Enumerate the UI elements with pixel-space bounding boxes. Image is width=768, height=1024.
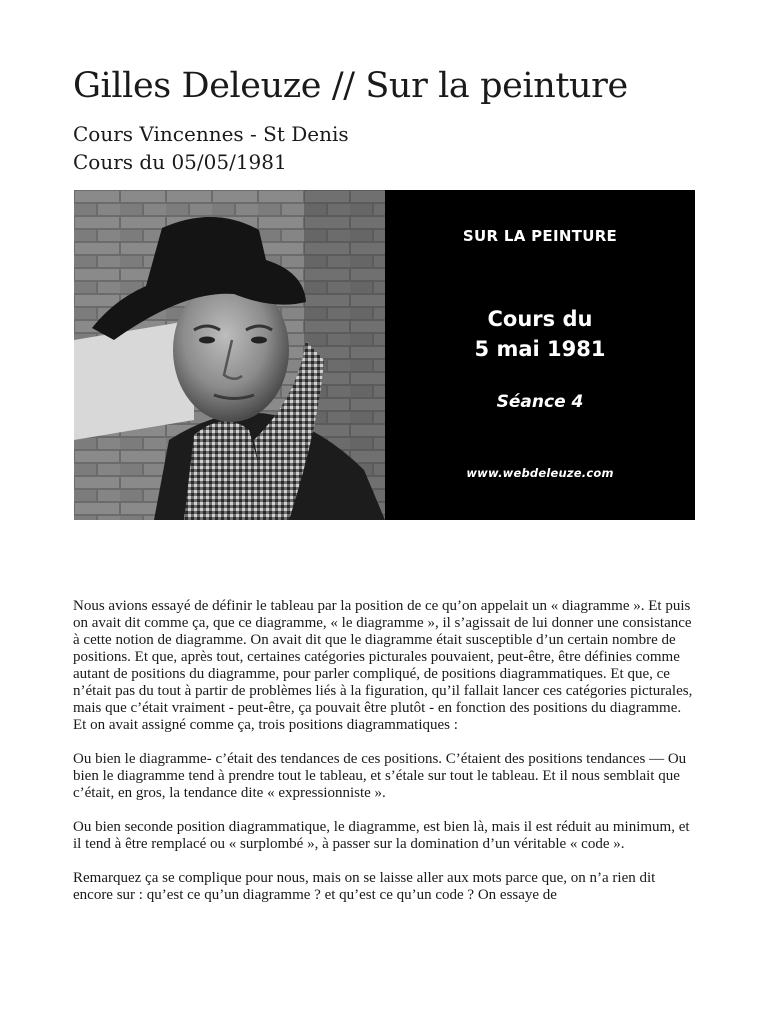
course-date-line-2: 5 mai 1981	[474, 337, 606, 361]
paragraph: Nous avions essayé de définir le tableau par la position de ce qu’on appelait un « diagramme ». Et puis on avait dit comme ça, que ce diagramme, « le diagramme », il s’agissait de lui donner une consistance à cette notion de diagramme. On avait dit que le diagramme était susceptible d’un certain nombre de positions. Et que, après tout, certaines catégories picturales pouvaient, peut-être, être définies comme autant de positions du diagramme, pour parler compliqué, de positions diagrammatiques. Et que, ce n’était pas du tout à partir de problèmes liés à la figuration, qu’il fallait lancer ces catégories picturales, mais que c’était vraiment - peut-être, ça pouvait être plutôt - en fonction des positions du diagramme. Et on avait assigné comme ça, trois positions diagrammatiques :	[73, 598, 693, 733]
course-date-line-1: Cours du	[487, 307, 593, 331]
course-date-heading	[385, 304, 695, 364]
session-label: Séance 4	[496, 392, 584, 412]
cover-banner	[74, 190, 695, 520]
subtitle-course-location: Cours Vincennes - St Denis	[73, 122, 349, 146]
subtitle	[73, 120, 349, 176]
portrait-photo	[74, 190, 385, 520]
website-label: www.webdeleuze.com	[466, 466, 614, 480]
transcript-body	[73, 598, 698, 921]
subtitle-course-date: Cours du 05/05/1981	[73, 150, 287, 174]
page-title: Gilles Deleuze // Sur la peinture	[73, 66, 628, 106]
series-title: SUR LA PEINTURE	[462, 227, 618, 245]
cover-text-panel	[385, 190, 695, 520]
paragraph: Ou bien seconde position diagrammatique, le diagramme, est bien là, mais il est réduit au minimum, et il tend à être remplacé ou « surplombé », à passer sur la domination d’un véritable « code ».	[73, 819, 690, 852]
paragraph: Remarquez ça se complique pour nous, mais on se laisse aller aux mots parce que, on n’a rien dit encore sur : qu’est ce qu’un diagramme ? et qu’est ce qu’un code ? On essaye de	[73, 870, 656, 903]
paragraph: Ou bien le diagramme- c’était des tendances de ces positions. C’étaient des positions tendances — Ou bien le diagramme tend à prendre tout le tableau, et s’étale sur tout le tableau. Et il nous semblait que c’était, en gros, la tendance dite « expressionniste ».	[73, 751, 687, 801]
